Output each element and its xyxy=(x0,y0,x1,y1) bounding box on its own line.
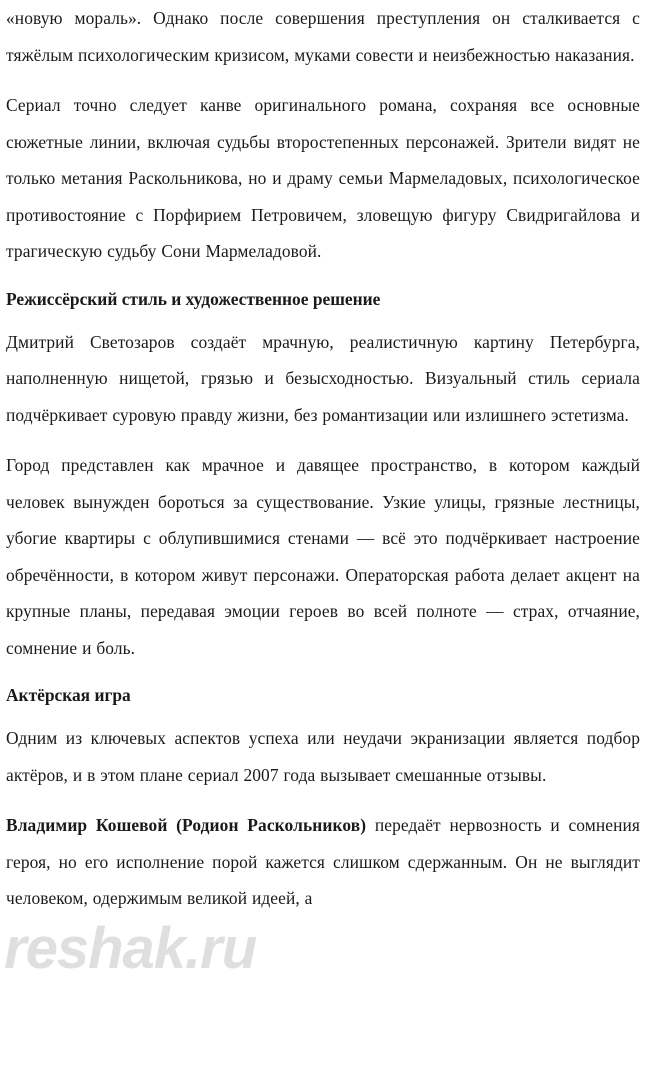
actor-role-label: Владимир Кошевой (Родион Раскольников) xyxy=(6,815,367,835)
watermark-reshak: reshak.ru xyxy=(4,916,257,981)
paragraph-koshevoy xyxy=(6,807,640,917)
paragraph-series-follows-novel: Сериал точно следует канве оригинального романа, сохраняя все основные сюжетные линии, включая судьбы второстепенных персонажей. Зрители видят не только метания Раскольникова, но и драму семьи Мармеладовых, психологическое противостояние с Порфирием Петровичем, зловещую фигуру Свидригайлова и трагическую судьбу Сони Мармеладовой. xyxy=(6,95,640,261)
heading-directing-style: Режиссёрский стиль и художественное решение xyxy=(6,288,381,309)
paragraph-city-atmosphere: Город представлен как мрачное и давящее пространство, в котором каждый человек вынужден бороться за существование. Узкие улицы, грязные лестницы, убогие квартиры с облупившимися стенами — всё это подчёркивает настроение обречённости, в котором живут персонажи. Операторская работа делает акцент на крупные планы, передавая эмоции героев во всей полноте — страх, отчаяние, сомнение и боль. xyxy=(6,455,640,658)
paragraph-koshevoy-text: передаёт нервозность и сомнения героя, но его исполнение порой кажется слишком сдержанным. Он не выглядит человеком, одержимым великой идеей, а xyxy=(6,815,640,908)
paragraph-svetozarov-style: Дмитрий Светозаров создаёт мрачную, реалистичную картину Петербурга, наполненную нищетой, грязью и безысходностью. Визуальный стиль сериала подчёркивает суровую правду жизни, без романтизации или излишнего эстетизма. xyxy=(6,331,640,425)
heading-acting: Актёрская игра xyxy=(6,685,131,705)
paragraph-moral-crisis: «новую мораль». Однако после совершения преступления он сталкивается с тяжёлым психологическим кризисом, муками совести и неизбежностью наказания. xyxy=(6,8,640,65)
paragraph-casting: Одним из ключевых аспектов успеха или неудачи экранизации является подбор актёров, и в этом плане сериал 2007 года вызывает смешанные отзывы. xyxy=(6,728,640,785)
